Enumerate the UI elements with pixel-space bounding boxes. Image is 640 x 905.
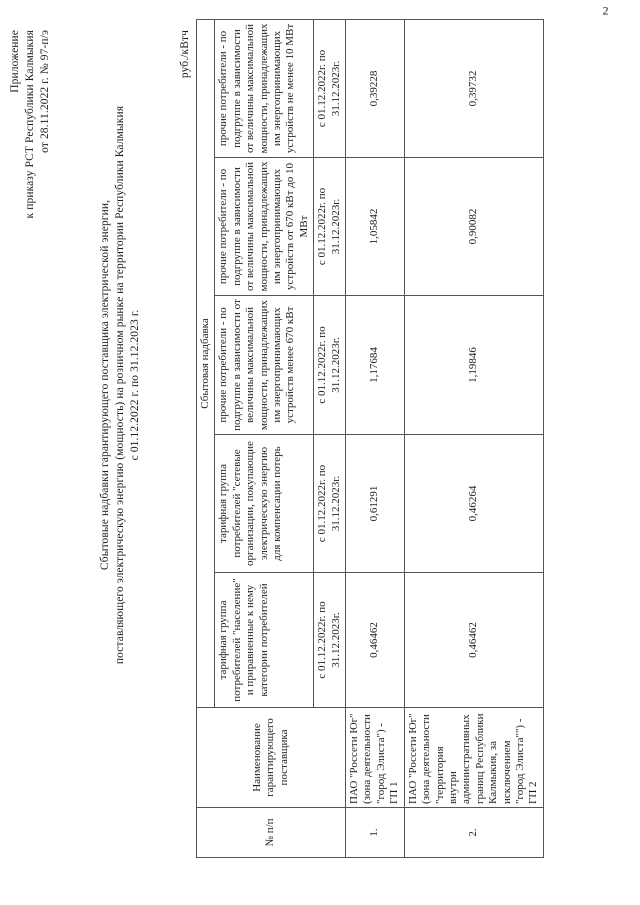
period-cell: с 01.12.2022г. по 31.12.2023г.: [314, 296, 346, 435]
title-line-1: Сбытовые надбавки гарантирующего поставщика электрической энергии,: [99, 199, 111, 571]
value-cell: 0,46462: [346, 573, 405, 708]
value-cell: 0,39732: [404, 19, 543, 157]
group-header-markup: Сбытовая надбавка: [197, 19, 215, 707]
value-cell: 0,39228: [346, 19, 405, 157]
order-date: от 28.11.2022 г. № 97-п/э: [39, 30, 51, 153]
row-number: 1.: [346, 808, 405, 858]
col-header-over-10mw: прочие потребители - по подгруппе в зависимости от величины максимальной мощности, принадлежащих им энергопринимающих устройств не менее 10 МВт: [215, 19, 314, 157]
page-number: 2: [602, 3, 609, 18]
table-row: [346, 19, 405, 857]
value-cell: 0,46462: [404, 573, 543, 708]
value-cell: 0,46264: [404, 435, 543, 573]
value-cell: 0,61291: [346, 435, 405, 573]
value-cell: 1,05842: [346, 158, 405, 296]
value-cell: 1,19846: [404, 296, 543, 435]
appendix-label: Приложение: [9, 30, 21, 93]
title-line-2: поставляющего электрическую энергию (мощность) на розничном рынке на территории Республики Калмыкия: [114, 105, 126, 665]
period-cell: с 01.12.2022г. по 31.12.2023г.: [314, 573, 346, 708]
table-header-row: [197, 19, 215, 857]
period-cell: с 01.12.2022г. по 31.12.2023г.: [314, 158, 346, 296]
col-header-under-670kw: прочие потребители - по подгруппе в зависимости от величины максимальной мощности, принадлежащих им энергопринимающих устройств менее 670 кВт: [215, 296, 314, 435]
title-line-3: с 01.12.2022 г. по 31.12.2023 г.: [129, 309, 141, 461]
document-title: [98, 55, 143, 715]
value-cell: 0,90082: [404, 158, 543, 296]
appendix-header: [8, 30, 53, 390]
supplier-name: ПАО "Россети Юг" (зона деятельности "территория внутри административных границ Республики Калмыкия, за исключением "город Элиста"") - ГП 2: [404, 708, 543, 808]
supplier-name: ПАО "Россети Юг" (зона деятельности "город Элиста") - ГП 1: [346, 708, 405, 808]
unit-label: руб./кВтч: [179, 30, 191, 79]
table-row: [404, 19, 543, 857]
col-header-670kw-10mw: прочие потребители - по подгруппе в зависимости от величины максимальной мощности, принадлежащих им энергопринимающих устройств от 670 кВт до 10 МВт: [215, 158, 314, 296]
period-cell: с 01.12.2022г. по 31.12.2023г.: [314, 435, 346, 573]
col-header-num: № п/п: [197, 808, 346, 858]
col-header-population: тарифная группа потребителей "население" и приравненные к нему категории потребителей: [215, 573, 314, 708]
col-header-grid-organizations: тарифная группа потребителей "сетевые организации, покупающие электрическую энергию для компенсации потерь: [215, 435, 314, 573]
row-number: 2.: [404, 808, 543, 858]
value-cell: 1,17684: [346, 296, 405, 435]
order-reference: к приказу РСТ Республики Калмыкия: [24, 30, 36, 219]
period-cell: с 01.12.2022г. по 31.12.2023г.: [314, 19, 346, 157]
col-header-supplier: Наименование гарантирующего поставщика: [197, 708, 346, 808]
tariff-table: [196, 19, 544, 858]
